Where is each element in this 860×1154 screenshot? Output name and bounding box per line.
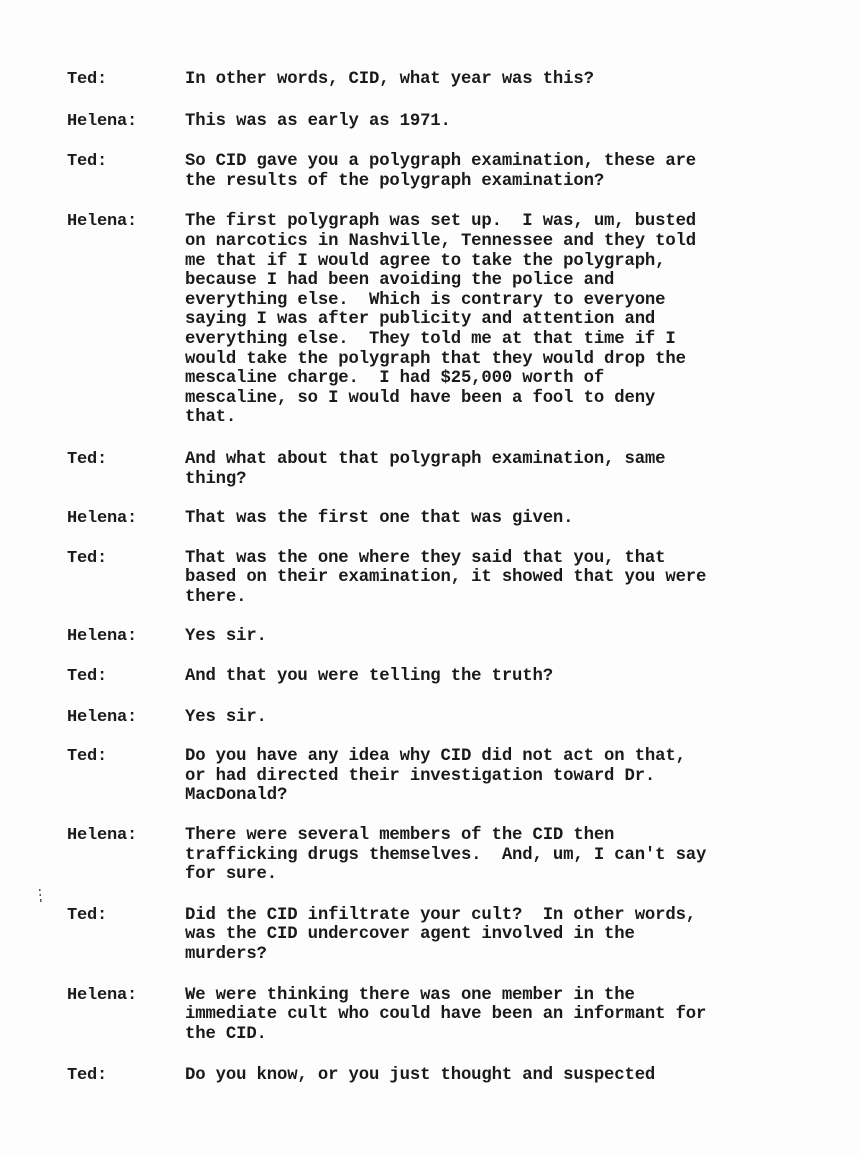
dialogue-line: The first polygraph was set up. I was, um, busted: [185, 212, 697, 232]
dialogue-line: immediate cult who could have been an informant for: [185, 1005, 707, 1025]
dialogue-entry: [0, 627, 860, 647]
transcript-body: [0, 70, 860, 1086]
dialogue-entry: [0, 667, 860, 687]
speaker-label: Ted:: [67, 667, 108, 687]
dialogue-line: the results of the polygraph examination?: [185, 171, 605, 191]
dialogue-entry: [0, 152, 860, 191]
speaker-label: Ted:: [67, 905, 108, 925]
dialogue-line: mescaline charge. I had $25,000 worth of: [185, 369, 605, 389]
dialogue-line: everything else. They told me at that time if I: [185, 329, 676, 349]
speaker-label: Ted:: [67, 548, 108, 568]
speaker-label: Helena:: [67, 111, 138, 131]
dialogue-line: In other words, CID, what year was this?: [185, 70, 594, 89]
speaker-label: Ted:: [67, 747, 108, 767]
speaker-label: Helena:: [67, 509, 138, 529]
dialogue-line: This was as early as 1971.: [185, 111, 451, 131]
dialogue-line: And that you were telling the truth?: [185, 667, 553, 687]
dialogue-line: Yes sir.: [185, 707, 267, 727]
dialogue-line: saying I was after publicity and attention and: [185, 310, 656, 330]
dialogue-line: because I had been avoiding the police and: [185, 271, 615, 291]
dialogue-line: There were several members of the CID then: [185, 826, 615, 846]
dialogue-entry: [0, 1066, 860, 1086]
dialogue-entry: [0, 708, 860, 728]
dialogue-line: MacDonald?: [185, 786, 288, 806]
dialogue-line: trafficking drugs themselves. And, um, I can't say: [185, 845, 707, 865]
dialogue-line: That was the first one that was given.: [185, 509, 574, 529]
speaker-label: Helena:: [67, 985, 138, 1005]
dialogue-line: there.: [185, 587, 247, 607]
speaker-label: Ted:: [67, 1066, 108, 1086]
dialogue-entry: [0, 509, 860, 529]
speaker-label: Ted:: [67, 152, 108, 172]
speaker-label: Helena:: [67, 627, 138, 647]
speaker-label: Helena:: [67, 212, 138, 232]
dialogue-line: Did the CID infiltrate your cult? In other words,: [185, 905, 697, 925]
scan-speck: [38, 889, 42, 903]
dialogue-line: thing?: [185, 469, 247, 489]
dialogue-line: Do you know, or you just thought and suspected: [185, 1066, 656, 1086]
dialogue-line: So CID gave you a polygraph examination, these are: [185, 152, 697, 172]
dialogue-line: everything else. Which is contrary to everyone: [185, 290, 666, 310]
dialogue-line: that.: [185, 408, 237, 428]
speaker-label: Helena:: [67, 826, 138, 846]
dialogue-line: or had directed their investigation toward Dr.: [185, 766, 656, 786]
dialogue-entry: [0, 549, 860, 608]
dialogue-line: murders?: [185, 945, 267, 964]
dialogue-entry: [0, 212, 860, 428]
dialogue-line: We were thinking there was one member in the: [185, 985, 635, 1005]
dialogue-line: was the CID undercover agent involved in the: [185, 925, 635, 945]
dialogue-line: That was the one where they said that you, that: [185, 548, 666, 568]
speaker-label: Ted:: [67, 449, 108, 469]
dialogue-entry: [0, 906, 860, 965]
dialogue-line: Yes sir.: [185, 627, 267, 647]
dialogue-line: on narcotics in Nashville, Tennessee and they told: [185, 231, 697, 251]
dialogue-line: And what about that polygraph examination, same: [185, 449, 666, 469]
dialogue-line: based on their examination, it showed that you were: [185, 568, 707, 588]
dialogue-line: mescaline, so I would have been a fool to deny: [185, 388, 656, 408]
dialogue-entry: [0, 70, 860, 90]
speaker-label: Helena:: [67, 707, 138, 727]
dialogue-line: for sure.: [185, 865, 277, 885]
dialogue-entry: [0, 826, 860, 885]
dialogue-entry: [0, 747, 860, 806]
dialogue-entry: [0, 450, 860, 489]
dialogue-line: the CID.: [185, 1024, 267, 1044]
dialogue-line: Do you have any idea why CID did not act on that,: [185, 747, 686, 767]
speaker-label: Ted:: [67, 70, 108, 89]
dialogue-line: me that if I would agree to take the polygraph,: [185, 251, 666, 271]
dialogue-entry: [0, 112, 860, 132]
dialogue-entry: [0, 986, 860, 1045]
dialogue-line: would take the polygraph that they would drop the: [185, 349, 686, 369]
